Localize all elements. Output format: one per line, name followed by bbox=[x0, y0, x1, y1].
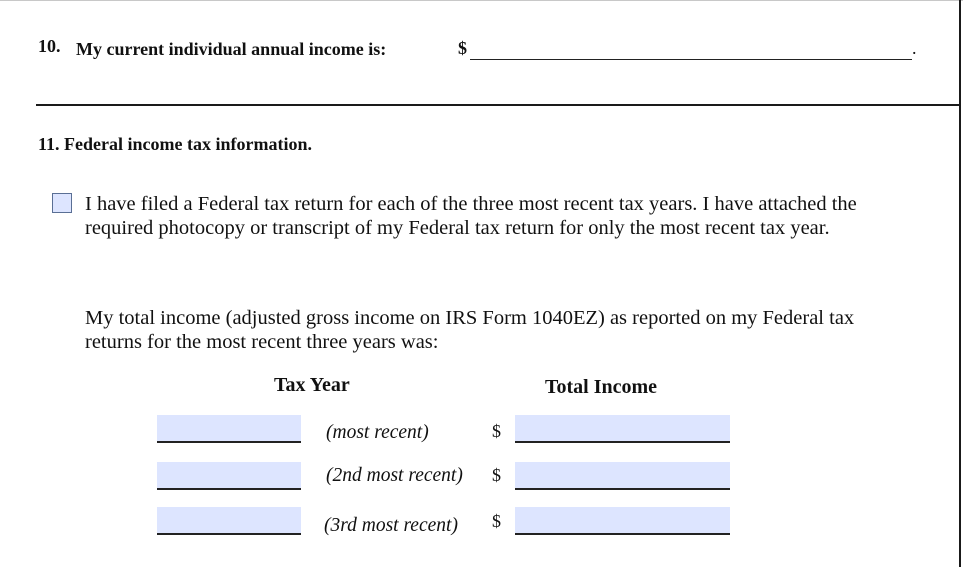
question-10-number: 10. bbox=[38, 36, 61, 56]
section-divider bbox=[36, 104, 960, 106]
question-10-end-mark: . bbox=[912, 38, 917, 58]
tax-year-field-most-recent[interactable] bbox=[157, 415, 301, 443]
row-label-most-recent: (most recent) bbox=[326, 422, 429, 443]
question-11-title: 11. Federal income tax information. bbox=[38, 134, 312, 154]
filed-tax-return-statement: I have filed a Federal tax return for each of the three most recent tax years. I have attached the required photocopy or transcript of my Federal tax return for only the most recent tax year. bbox=[85, 193, 857, 239]
total-income-field-3rd-most-recent[interactable] bbox=[515, 507, 730, 535]
frame-top-border bbox=[0, 0, 963, 1]
currency-sign: $ bbox=[492, 511, 501, 531]
total-income-column-header: Total Income bbox=[545, 376, 658, 398]
annual-income-field[interactable] bbox=[470, 59, 912, 60]
tax-year-field-2nd-most-recent[interactable] bbox=[157, 462, 301, 490]
question-10-text: My current individual annual income is: bbox=[76, 39, 387, 59]
question-10-currency: $ bbox=[458, 38, 467, 58]
tax-year-field-3rd-most-recent[interactable] bbox=[157, 507, 301, 535]
tax-year-column-header: Tax Year bbox=[274, 374, 350, 396]
row-label-3rd-most-recent: (3rd most recent) bbox=[324, 515, 458, 536]
total-income-statement: My total income (adjusted gross income on IRS Form 1040EZ) as reported on my Federal tax returns for the most recent three years was: bbox=[85, 307, 855, 353]
total-income-field-most-recent[interactable] bbox=[515, 415, 730, 443]
currency-sign: $ bbox=[492, 465, 501, 485]
total-income-field-2nd-most-recent[interactable] bbox=[515, 462, 730, 490]
row-label-2nd-most-recent: (2nd most recent) bbox=[326, 465, 463, 486]
filed-tax-return-checkbox[interactable] bbox=[52, 193, 72, 213]
frame-right-border bbox=[959, 0, 961, 567]
currency-sign: $ bbox=[492, 421, 501, 441]
